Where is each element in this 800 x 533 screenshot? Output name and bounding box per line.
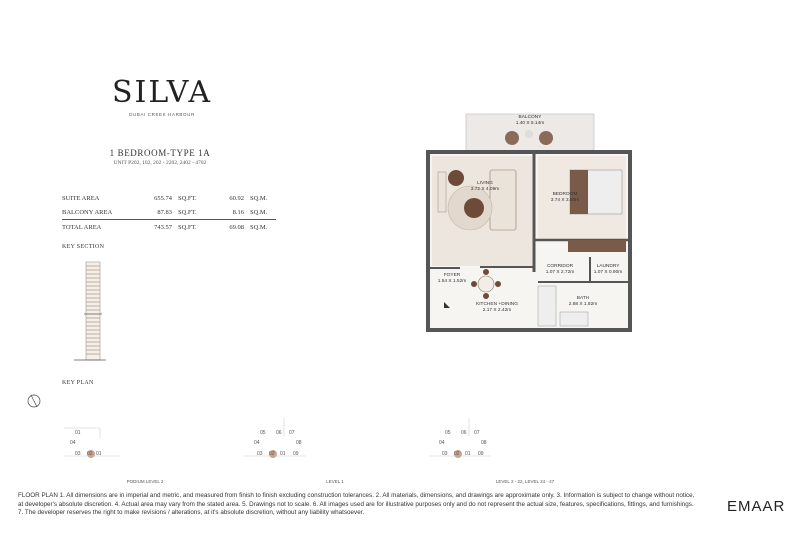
area-sqm-unit: SQ.M. xyxy=(250,194,268,202)
unit-label: 04 xyxy=(254,440,260,446)
disclaimer-line: 7. The developer reserves the right to make revisions / alterations, at it's absolute discretion, without any liability whatsoever. xyxy=(18,509,365,517)
room-label-kitchen: KITCHEN +DINING 2.17 X 2.42m xyxy=(476,302,518,313)
unit-label: 01 xyxy=(465,451,471,457)
room-label-laundry: LAUNDRY 1.07 X 0.90m xyxy=(593,264,623,275)
room-label-foyer: FOYER 1.54 X 1.52m xyxy=(437,273,467,284)
unit-label: 01 xyxy=(75,430,81,436)
key-plan-label: LEVEL 1 xyxy=(326,479,344,484)
area-sqft-unit: SQ.FT. xyxy=(178,194,197,202)
area-label: TOTAL AREA xyxy=(62,220,142,235)
area-sqft: 655.74 xyxy=(154,194,172,202)
area-row xyxy=(62,205,276,220)
key-plan-title: KEY PLAN xyxy=(62,380,94,386)
unit-label-highlight: 02 xyxy=(269,451,275,457)
area-sqm: 60.92 xyxy=(229,194,244,202)
area-sqft-unit: SQ.FT. xyxy=(178,208,197,216)
unit-label: 06 xyxy=(276,430,282,436)
unit-label: 03 xyxy=(75,451,81,457)
brand-subtitle: DUBAI CREEK HARBOUR xyxy=(129,112,195,117)
unit-label-highlight: 02 xyxy=(87,451,93,457)
brand-logo xyxy=(112,76,212,117)
area-label: SUITE AREA xyxy=(62,194,100,202)
unit-type-title: 1 BEDROOM-TYPE 1A xyxy=(109,148,211,158)
unit-label: 06 xyxy=(461,430,467,436)
room-label-bedroom: BEDROOM 3.74 X 3.50m xyxy=(550,192,580,203)
unit-label: 01 xyxy=(280,451,286,457)
key-plan-label: LEVEL 2 - 22, LEVEL 24 - 47 xyxy=(495,479,555,484)
unit-label: 03 xyxy=(442,451,448,457)
unit-label: 01 xyxy=(96,451,102,457)
developer-logo: EMAAR xyxy=(727,498,786,515)
room-label-bath: BATH 2.88 X 1.82m xyxy=(568,296,598,307)
key-plan-typical xyxy=(425,418,505,478)
key-plan-level1 xyxy=(240,418,320,478)
unit-label-highlight: 02 xyxy=(454,451,460,457)
unit-label: 07 xyxy=(289,430,295,436)
unit-label: 05 xyxy=(260,430,266,436)
unit-label: 08 xyxy=(296,440,302,446)
area-sqm: 69.08 xyxy=(218,220,244,235)
key-section-diagram xyxy=(70,258,110,368)
area-table xyxy=(62,191,276,234)
key-section-title: KEY SECTION xyxy=(62,244,105,250)
room-label-living: LIVING 3.72 X 4.09m xyxy=(470,181,500,192)
area-sqm: 8.16 xyxy=(232,208,244,216)
unit-label: 04 xyxy=(70,440,76,446)
key-plan-label: PODIUM LEVEL 2 xyxy=(126,479,164,484)
north-arrow-icon xyxy=(26,393,42,409)
brand-name: SILVA xyxy=(112,75,213,110)
area-sqm-unit: SQ.M. xyxy=(250,208,268,216)
room-label-balcony: BALCONY 1.40 X 5.14m xyxy=(515,115,545,126)
room-label-corridor: CORRIDOR 1.07 X 2.72m xyxy=(545,264,575,275)
disclaimer-line: at developer's absolute discretion. 4. Actual area may vary from the stated area. 5. Drawings not to scale. 6. All images used are for illustrative purposes only and do not represent the actual size, features, specifications, fittings, and furnishings. xyxy=(18,500,694,508)
unit-label: 09 xyxy=(478,451,484,457)
unit-numbers: UNIT P202, 102, 202 - 2202, 2402 - 4702 xyxy=(113,160,207,166)
unit-label: 09 xyxy=(293,451,299,457)
disclaimer-line: FLOOR PLAN 1. All dimensions are in imperial and metric, and measured from finish to finish excluding construction tolerances. 2. All materials, dimensions, and drawings are approximate only. 3. Information is subject to change without notice, xyxy=(18,492,695,499)
area-label: BALCONY AREA xyxy=(62,208,113,216)
disclaimer xyxy=(18,492,718,518)
area-sqft: 87.83 xyxy=(157,208,172,216)
key-plan-podium xyxy=(60,418,140,478)
area-sqft-unit: SQ.FT. xyxy=(172,220,218,235)
unit-label: 03 xyxy=(257,451,263,457)
unit-label: 04 xyxy=(439,440,445,446)
unit-label: 08 xyxy=(481,440,487,446)
area-row xyxy=(62,191,276,205)
area-sqm-unit: SQ.M. xyxy=(244,220,276,235)
unit-label: 07 xyxy=(474,430,480,436)
wardrobe xyxy=(568,240,626,252)
area-row-total xyxy=(62,220,276,235)
area-sqft: 743.57 xyxy=(142,220,172,235)
unit-label: 05 xyxy=(445,430,451,436)
